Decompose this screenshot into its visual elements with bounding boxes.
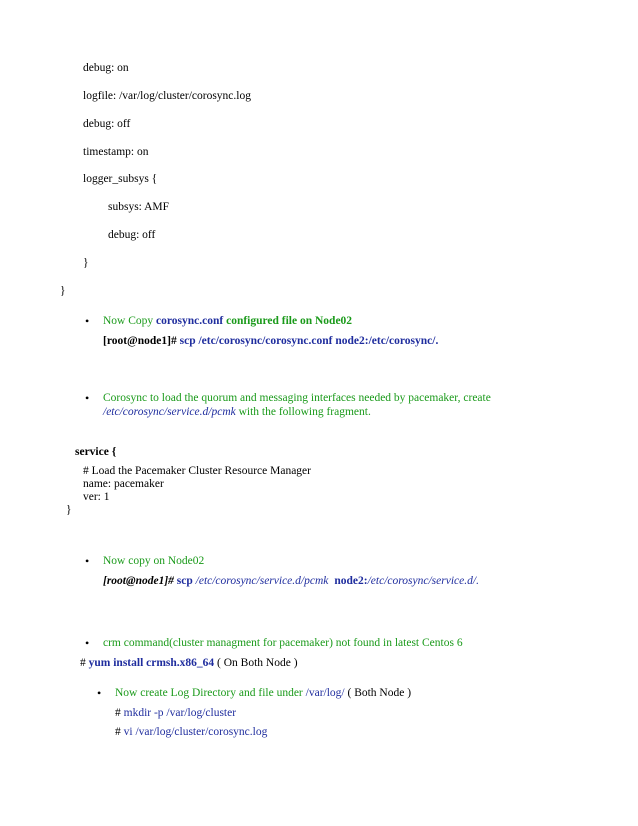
config-debug-off: debug: off [83,118,131,130]
yum-install-command: yum install crmsh.x86_64 [88,657,215,669]
step-copy-conf-command-line [103,334,438,348]
service-close: } [66,504,72,516]
config-debug-on: debug: on [83,62,129,74]
step-copy-service-command-line [103,574,479,588]
step-copy-conf-filename: corosync.conf [156,315,224,327]
step-copy-conf-suffix: configured file on Node02 [223,315,353,327]
step-logdir-label: Now create Log Directory and file under [115,687,306,699]
step-logdir-text [115,686,411,700]
shell-hash: # [115,726,124,738]
vi-command: vi /var/log/cluster/corosync.log [123,726,268,738]
step-pacemaker-line2 [103,405,371,419]
step-crm-text: crm command(cluster managment for pacemaker) not found in latest Centos 6 [103,637,463,649]
bullet-icon: • [85,554,90,568]
config-timestamp: timestamp: on [83,146,149,158]
service-comment: # Load the Pacemaker Cluster Resource Manager [83,465,311,477]
bullet-icon: • [85,636,90,650]
step-pacemaker-line1: Corosync to load the quorum and messaging interfaces needed by pacemaker, create [103,392,491,404]
step-crm-note: ( On Both Node ) [214,657,298,669]
bullet-icon: • [85,391,90,405]
step-copy-conf-text [103,314,352,328]
config-subsys: subsys: AMF [108,201,170,213]
scp-dest-path: /etc/corosync/service.d/. [367,575,479,587]
config-logfile: logfile: /var/log/cluster/corosync.log [83,90,251,102]
bullet-icon: • [97,686,102,700]
scp-command: scp /etc/corosync/corosync.conf node2:/etc/corosync/. [179,335,439,347]
step-crm-command-line [80,656,298,670]
shell-prompt: [root@node1]# [103,575,177,587]
mkdir-command: mkdir -p /var/log/cluster [123,707,237,719]
step-logdir-note: ( Both Node ) [344,687,412,699]
log-path: /var/log/ [305,687,345,699]
shell-hash: # [80,657,89,669]
service-open: service { [75,446,117,458]
config-logger-subsys: logger_subsys { [83,173,158,185]
pcmk-path: /etc/corosync/service.d/pcmk [103,406,236,418]
shell-prompt: [root@node1]# [103,335,180,347]
bullet-icon: • [85,314,90,328]
vi-command-line [115,725,267,739]
config-outer-close: } [60,285,66,297]
service-name: name: pacemaker [83,478,164,490]
scp-dest-host: node2: [334,575,368,587]
config-inner-close: } [83,257,89,269]
config-subsys-debug: debug: off [108,229,156,241]
step-pacemaker-line2-suffix: with the following fragment. [235,406,371,418]
service-ver: ver: 1 [83,491,110,503]
shell-hash: # [115,707,124,719]
scp-command: scp [176,575,196,587]
step-copy-service-text: Now copy on Node02 [103,555,205,567]
step-copy-conf-prefix: Now Copy [103,315,157,327]
scp-source-path: /etc/corosync/service.d/pcmk [195,575,329,587]
mkdir-command-line [115,706,236,720]
